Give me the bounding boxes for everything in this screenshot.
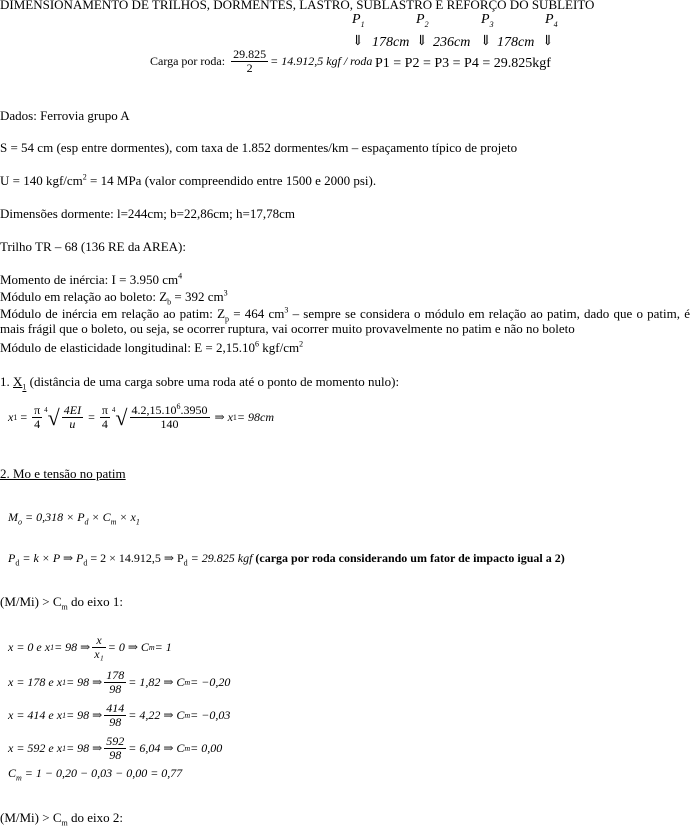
wheel-load-label: Carga por roda: xyxy=(150,54,226,68)
cm-row: x = 0 e x 1 = 98 ⇒ $\frac{x}{\text{x₁}}$ = 0 ⇒ C m = 1 xyxy=(8,633,172,661)
spacing-line: S = 54 cm (esp entre dormentes), com taxa de 1.852 dormentes/km – espaçamento típico de projeto xyxy=(0,140,518,155)
dados-line: Dados: Ferrovia grupo A xyxy=(0,108,130,123)
boleto-line: Módulo em relação ao boleto: $Z_b = 392$ $cm^3$ xyxy=(0,288,228,307)
wheel-load-fraction xyxy=(231,48,268,75)
elasticidade-line: Módulo de elasticidade longitudinal: $E = 2,15.10^6$ kgf/$cm^2$ xyxy=(0,339,304,355)
mo-equation: $M_o = 0,318 \times P_d \times C_m \times x_1$ xyxy=(8,510,140,527)
load-label-p2: $P_2$ xyxy=(416,12,429,29)
spacing-3: 178cm xyxy=(497,35,535,50)
u-line: U = 140 kgf/$cm^2 = 14$ MPa (valor compreendido entre 1500 e 2000 psi). xyxy=(0,172,377,188)
wheel-load-num: 29.825 xyxy=(233,47,267,61)
down-arrow-icon: ⇓ xyxy=(480,34,492,49)
down-arrow-icon: ⇓ xyxy=(416,34,428,49)
load-label-p1: $P_1$ xyxy=(352,12,365,29)
cm-row: x = 178 e x 1 = 98 ⇒ $\frac{178}{98}$ = 1,82 ⇒ C m = −0,20 xyxy=(8,668,231,696)
loads-equality: P1 = P2 = P3 = P4 = 29.825kgf xyxy=(375,56,551,71)
eixo2-heading: $(M/Mi) > C_m$ do eixo 2: xyxy=(0,810,123,828)
cm-row: x = 592 e x 1 = 98 ⇒ $\frac{592}{98}$ = 6,04 ⇒ C m = 0,00 xyxy=(8,734,223,762)
load-label-p4: $P_4$ xyxy=(545,12,558,29)
dormente-line: Dimensões dormente: l=244cm; b=22,86cm; h=17,78cm xyxy=(0,206,295,221)
load-label-p3: $P_3$ xyxy=(481,12,494,29)
pd-equation: $P_d = k \times P$ ⇒ $P_d = 2 \times 14.912,5$ ⇒ $P_d = 29.825$ kgf (carga por roda considerando um fator de impacto igual a 2) xyxy=(8,551,565,568)
down-arrow-icon: ⇓ xyxy=(352,34,364,49)
x1-equation: x 1 = $\frac{\pi}{4}$ 4 √ $\frac{4EI}{u}$ = $\frac{\pi}{4}$ 4 √ $\frac{4.2,15.10^6.3950}{140}$ ⇒ x 1 = 98cm xyxy=(8,402,274,431)
cm-row: x = 414 e x 1 = 98 ⇒ $\frac{414}{98}$ = 4,22 ⇒ C m = −0,03 xyxy=(8,701,231,729)
inercia-line: Momento de inércia: I = 3.950 $cm^4$ xyxy=(0,271,183,287)
down-arrow-icon: ⇓ xyxy=(542,34,554,49)
item2-heading: 2. Mo e tensão no patim xyxy=(0,466,126,481)
spacing-2: 236cm xyxy=(433,35,471,50)
eixo1-heading: $(M/Mi) > C_m$ do eixo 1: xyxy=(0,594,123,612)
patim-paragraph: Módulo de inércia em relação ao patim: $Z_p = 464$ $cm^3$ – sempre se considera o módulo em relação ao patim, dado que o patim, é mais frágil que o boleto, ou seja, se ocorrer ruptura, vai ocorrer muito provavelmente no patim e não no boleto xyxy=(0,305,690,336)
wheel-load-den: 2 xyxy=(246,61,253,75)
wheel-load-formula xyxy=(150,48,372,75)
wheel-load-result: = 14.912,5 kgf / roda xyxy=(270,54,373,68)
document-title: DIMENSIONAMENTO DE TRILHOS, DORMENTES, LASTRO, SUBLASTRO E REFORÇO DO SUBLEITO xyxy=(0,0,595,12)
spacing-1: 178cm xyxy=(372,35,410,50)
cm-sum: $C_m = 1 - 0,20 - 0,03 - 0,00 = 0,77$ xyxy=(8,766,183,783)
item1-heading: 1. $X_1$ (distância de uma carga sobre uma roda até o ponto de momento nulo): xyxy=(0,374,400,392)
trilho-line: Trilho TR – 68 (136 RE da AREA): xyxy=(0,239,186,254)
